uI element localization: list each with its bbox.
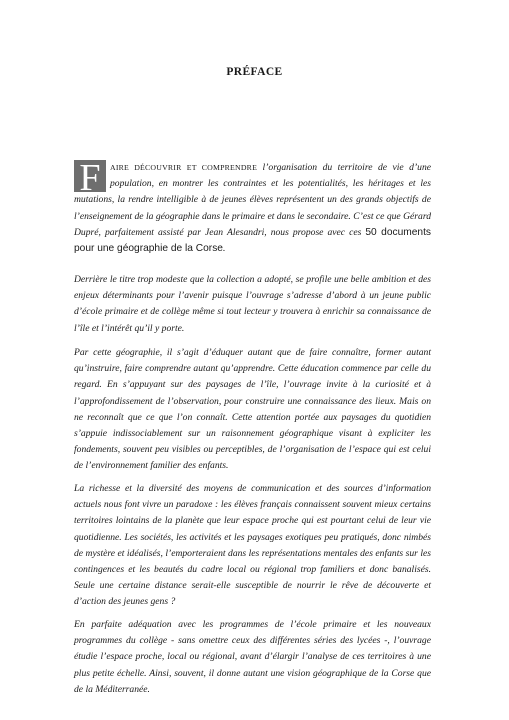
drop-cap: F [74,160,106,192]
paragraph-2: Derrière le titre trop modeste que la collection a adopté, se profile une belle ambition et des enjeux déterminants pour l’avenir puisque l’ouvrage s’adresse d’abord à un jeune public d’école primaire et de collège même si tout lecteur y trouvera à enrichir sa connaissance de l’île et l’intérêt qu’il y porte. [74,274,431,334]
book-title-highlight: 50 documents pour une géographie de la Corse [74,226,431,255]
paragraph-4: La richesse et la diversité des moyens de communication et des sources d’information actuels nous font vivre un paradoxe : les élèves français connaissent souvent mieux certains territoires lointains de la planète que leur espace proche qui est pourtant celui de leur vie quotidienne. Les sociétés, les activités et les paysages exotiques peu pratiqués, donc nimbés de mystère et idéalisés, l’emporteraient dans les représentations mentales des enfants sur les contingences et les beautés du cadre local ou régional trop familiers et donc banalisés. Seule une certaine distance serait-elle susceptible de nourrir le rêve de découverte et d’action des jeunes gens ? [74,483,431,608]
page-title: PRÉFACE [226,66,283,78]
paragraph-1-end: . [222,243,226,255]
paragraph-1 [74,157,432,257]
paragraph-1-text: l’organisation du territoire de vie d’une population, en montrer les contraintes et les potentialités, les héritages et les mutations, la rendre intelligible à de jeunes élèves représentent un des grands objectifs de l’enseignement de la géographie dans le primaire et dans le secondaire. C’est ce que Gérard Dupré, parfaitement assisté par Jean Alesandri, nous propose avec ces [74,162,432,238]
paragraph-3: Par cette géographie, il s’agit d’éduquer autant que de faire connaître, former autant qu’instruire, faire comprendre autant qu’apprendre. Cette éducation commence par celle du regard. En s’appuyant sur des paysages de l’île, l’ouvrage invite à la curiosité et à l’approfondissement de l’observation, pour construire une connaissance des lieux. Mais on ne reconnaît que ce que l’on connaît. Cette attention portée aux paysages du quotidien s’appuie indissociablement sur un raisonnement géographique visant à expliciter les fondements, souvent peu visibles ou perceptibles, de l’organisation de l’espace qui est celui de l’environnement familier des enfants. [74,347,431,472]
small-caps-lead: AIRE DÉCOUVRIR ET COMPRENDRE [110,163,258,172]
paragraph-5: En parfaite adéquation avec les programmes de l’école primaire et les nouveaux programmes du collège - sans omettre ceux des différentes séries des lycées -, l’ouvrage étudie l’espace proche, local ou régional, avant d’élargir l’analyse de ces territoires à une plus petite échelle. Ainsi, souvent, il donne autant une vision géographique de la Corse que de la Méditerranée. [74,619,431,695]
